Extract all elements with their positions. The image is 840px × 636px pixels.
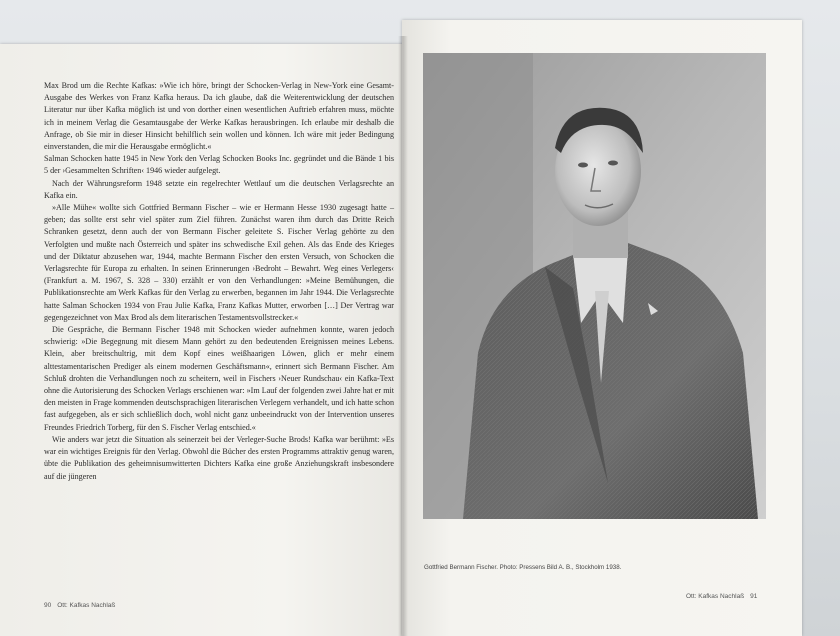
- paragraph: Wie anders war jetzt die Situation als seinerzeit bei der Verleger-Suche Brods! Kafka war berühmt: »Es war ein wichtiges Ereignis für den Verlag. Obwohl die Bücher des ersten Programms attraktiv genug waren, übte die Publikation des geheimnisumwitterten Dichters Kafka eine große Anziehungskraft insbesondere auf die jüngeren: [44, 434, 394, 481]
- paragraph: Max Brod um die Rechte Kafkas: »Wie ich höre, bringt der Schocken-Verlag in New-York eine Gesamt-Ausgabe des Werkes von Franz Kafka heraus. Da ich glaube, daß die Weiterentwicklung der deutschen Literatur nur über Kafka möglich ist und von dorther einen wesentlichen Auftrieb erfahren muss, möchte ich in meinem Verlag die Gesamtausgabe der Werke Kafkas herausbringen. Ich erlaube mir deshalb die Anfrage, ob Sie mir in dieser Hinsicht behilflich sein wollen und können. Ich wäre mit jeder Bedingung einverstanden, die mir die Herausgabe ermöglicht.«: [44, 81, 394, 152]
- running-head-left: Ott: Kafkas Nachlaß: [57, 602, 116, 609]
- body-text: [44, 80, 394, 483]
- book-spine: [398, 36, 408, 636]
- paragraph: Die Gespräche, die Bermann Fischer 1948 mit Schocken wieder aufnehmen konnte, waren jedoch schwierig: »Die Begegnung mit diesem Mann gehört zu den bedeutenden Ereignissen meines Lebens. Klein, aber breitschultrig, mit dem Kopf eines weißhaarigen Löwen, glich er mehr einem alttestamentarischen Prediger als einem modernen Geschäftsmann«, erinnert sich Bermann Fischer. Am Schluß drohten die Verhandlungen noch zu scheitern, weil in Fischers ›Neuer Rundschau‹ ein Kafka-Text ohne die Autorisierung des Schocken Verlags erschienen war: »Im Lauf der folgenden zwei Jahre hat er mit den meisten in Frage kommenden deutschsprachigen literarischen Verlegern verhandelt, und ich hatte schon fast aufgegeben, als er sich schließlich doch, wohl nicht ganz unbeeindruckt von der Intervention unseres Freundes Friedrich Torberg, für den S. Fischer Verlag entschied.«: [44, 325, 394, 432]
- running-head-right: Ott: Kafkas Nachlaß: [686, 593, 745, 600]
- photo-caption: Gottfried Bermann Fischer. Photo: Pressens Bild A. B., Stockholm 1938.: [424, 564, 622, 571]
- right-footer: [680, 593, 757, 600]
- paragraph: Nach der Währungsreform 1948 setzte ein regelrechter Wettlauf um die deutschen Verlagsrechte an Kafka ein.: [44, 178, 394, 200]
- paragraph: Salman Schocken hatte 1945 in New York den Verlag Schocken Books Inc. gegründet und die Bände 1 bis 5 der ›Gesammelten Schriften‹ 1946 wieder aufgelegt.: [44, 154, 394, 176]
- portrait-illustration: [423, 53, 766, 519]
- paragraph: »Alle Mühe« wollte sich Gottfried Bermann Fischer – wie er Hermann Hesse 1930 zugesagt hatte – geben; das sollte erst sehr viel später zum Ziel führen. Zunächst waren ihm durch das Dritte Reich Schranken gesetzt, denn auch der von Bermann Fischer geleitete S. Fischer Verlag gehörte zu den Verfolgten und mußte nach Österreich und später ins schwedische Exil gehen. Als das Ende des Krieges und der Diktatur abzusehen war, 1944, machte Bermann Fischer den ersten Versuch, von Schocken die Verlagsrechte für Europa zu erhalten. In seinen Erinnerungen ›Bedroht – Bewahrt. Weg eines Verlegers‹ (Frankfurt a. M. 1967, S. 328 – 330) erzählt er von den Verhandlungen: »Meine Bemühungen, die Publikationsrechte am Werk Kafkas für den Verlag zu erwerben, begannen im Jahr 1944. Die Verlagsrechte hatte Salman Schocken 1934 von Frau Julie Kafka, Franz Kafkas Mutter, erworben […] Der Vertrag war gegengezeichnet von Max Brod als dem literarischen Testamentsvollstrecker.«: [44, 203, 394, 322]
- page-number-right: 91: [750, 593, 758, 600]
- left-footer: [44, 602, 121, 609]
- page-number-left: 90: [44, 602, 52, 609]
- portrait-photo: [423, 53, 766, 519]
